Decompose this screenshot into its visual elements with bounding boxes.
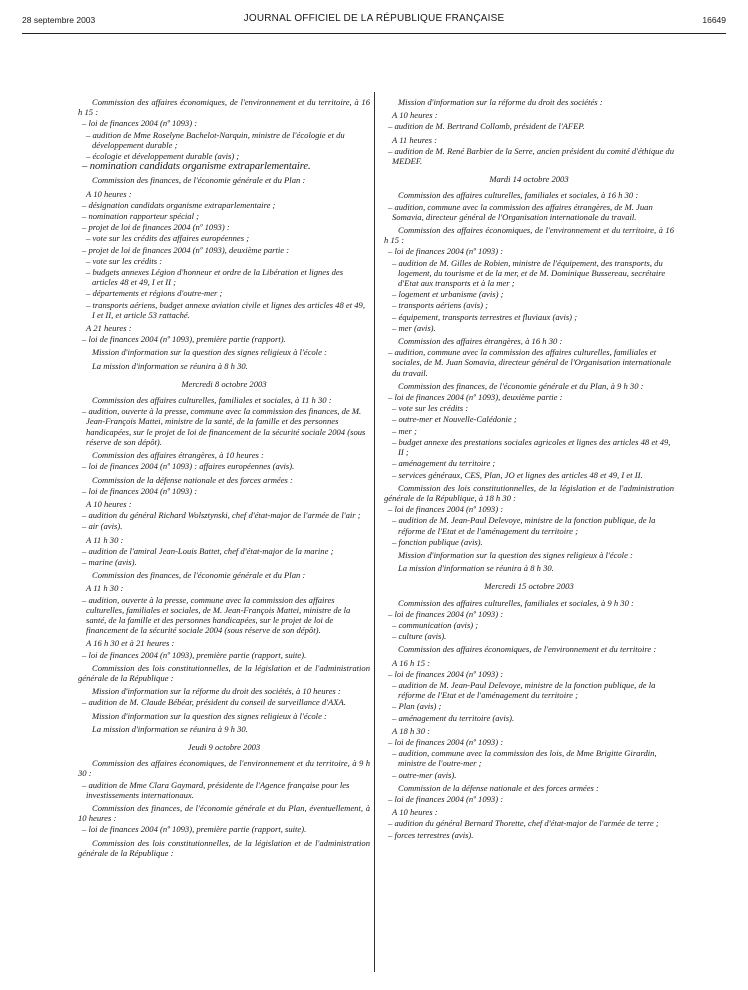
- list-item: – loi de finances 2004 (nº 1093) :: [388, 736, 504, 747]
- sub-list-item: – vote sur les crédits :: [392, 403, 469, 414]
- sub-list-item: – audition de M. Jean-Paul Delevoye, ministre de la fonction publique, de la réforme de l'Etat et de l'aménagement du territoire ;: [392, 679, 656, 701]
- paragraph: Commission des finances, de l'économie générale et du Plan :: [92, 175, 306, 186]
- list-item: – désignation candidats organisme extraparlementaire ;: [82, 199, 276, 210]
- sub-list-item: – aménagement du territoire (avis).: [392, 712, 515, 723]
- list-item: – marine (avis).: [82, 556, 137, 567]
- sub-list-item: – audition, commune avec la commission des lois, de Mme Brigitte Girardin, ministre de l'outre-mer ;: [392, 748, 657, 769]
- time-label: A 18 h 30 :: [392, 725, 431, 736]
- column-divider: [374, 92, 375, 972]
- list-item: – forces terrestres (avis).: [388, 829, 474, 840]
- list-item: – projet de loi de finances 2004 (nº 1093), deuxième partie :: [82, 244, 290, 255]
- sub-list-item: – écologie et développement durable (avis) ;: [86, 151, 240, 162]
- paragraph: Commission des lois constitutionnelles, de la législation et de l'administration générale de la République :: [78, 662, 370, 683]
- paragraph: Commission des affaires culturelles, familiales et sociales, à 9 h 30 :: [398, 597, 634, 608]
- list-item: – audition de M. Bertrand Collomb, président de l'AFEP.: [388, 121, 585, 132]
- date-heading: Mercredi 8 octobre 2003: [181, 378, 267, 389]
- list-item: – loi de finances 2004 (nº 1093) :: [388, 608, 504, 619]
- paragraph: Commission de la défense nationale et des forces armées :: [92, 474, 293, 485]
- list-item: – loi de finances 2004 (nº 1093) :: [388, 246, 504, 257]
- list-item: – loi de finances 2004 (nº 1093) : affaires européennes (avis).: [82, 461, 295, 472]
- sub-list-item: – vote sur les crédits :: [86, 255, 163, 266]
- list-item: – audition, commune avec la commission des affaires étrangères, de M. Juan Somavia, directeur général de l'Organisation internationale du travail.: [388, 201, 653, 222]
- time-label: A 11 h 30 :: [86, 583, 124, 594]
- paragraph: Commission des lois constitutionnelles, de la législation et de l'administration générale de la République :: [78, 837, 370, 858]
- time-label: A 16 h 15 :: [392, 657, 431, 668]
- paragraph: Mission d'information sur la question des signes religieux à l'école :: [92, 710, 327, 721]
- time-label: A 16 h 30 et à 21 heures :: [86, 638, 175, 649]
- header-page-number: 16649: [702, 15, 726, 25]
- list-item: – air (avis).: [82, 521, 123, 532]
- paragraph: Commission des affaires économiques, de l'environnement et du territoire, à 16 h 15 :: [78, 97, 370, 118]
- list-item: – nomination candidats organisme extraparlementaire.: [82, 161, 311, 173]
- time-label: A 21 heures :: [86, 323, 132, 334]
- sub-list-item: – fonction publique (avis).: [392, 536, 483, 547]
- sub-list-item: – services généraux, CES, Plan, JO et lignes des articles 48 et 49, I et II.: [392, 469, 643, 480]
- paragraph: Mission d'information sur la question des signes religieux à l'école :: [398, 549, 633, 560]
- header-date: 28 septembre 2003: [22, 15, 96, 25]
- right-column: [384, 94, 674, 840]
- paragraph: Commission des affaires étrangères, à 16 h 30 :: [398, 336, 563, 347]
- paragraph: Commission des affaires étrangères, à 10 heures :: [92, 450, 264, 461]
- paragraph: Commission des finances, de l'économie générale et du Plan, à 9 h 30 :: [398, 380, 644, 391]
- sub-list-item: – outre-mer (avis).: [392, 769, 457, 780]
- paragraph: Commission des affaires culturelles, familiales et sociales, à 16 h 30 :: [398, 190, 639, 201]
- sub-list-item: – vote sur les crédits des affaires européennes ;: [86, 233, 250, 244]
- sub-list-item: – audition de M. Jean-Paul Delevoye, ministre de la fonction publique, de la réforme de l'Etat et de l'aménagement du territoire ;: [392, 515, 656, 536]
- list-item: – audition, ouverte à la presse, commune avec la commission des affaires culturelles, familiales et sociales, de M. Jean-François Mattei, ministre de la santé, de la famille et des personnes handicapées, sur le projet de loi de financement de la sécurité sociale 2004 (sous réserve de son dépôt).: [82, 594, 351, 636]
- paragraph: La mission d'information se réunira à 8 h 30.: [398, 563, 554, 574]
- header-title: JOURNAL OFFICIEL DE LA RÉPUBLIQUE FRANÇAISE: [243, 13, 505, 24]
- header-rule: [22, 33, 726, 34]
- paragraph: Commission de la défense nationale et des forces armées :: [398, 782, 599, 793]
- paragraph: Commission des affaires économiques, de l'environnement et du territoire, à 16 h 15 :: [384, 225, 674, 246]
- time-label: A 11 h 30 :: [86, 534, 124, 545]
- list-item: – nomination rapporteur spécial ;: [82, 211, 199, 222]
- sub-list-item: – mer (avis).: [392, 322, 436, 333]
- list-item: – audition, commune avec la commission des affaires culturelles, familiales et sociales, de M. Juan Somavia, directeur général de l'Organisation internationale du travail.: [388, 347, 672, 378]
- sub-list-item: – équipement, transports terrestres et fluviaux (avis) ;: [392, 311, 578, 322]
- paragraph: Commission des affaires économiques, de l'environnement et du territoire, à 9 h 30 :: [78, 758, 370, 779]
- list-item: – audition de Mme Clara Gaymard, présidente de l'Agence française pour les investissements internationaux.: [82, 779, 350, 800]
- paragraph: Commission des lois constitutionnelles, de la législation et de l'administration générale de la République, à 18 h 30 :: [384, 482, 674, 503]
- sub-list-item: – budget annexe des prestations sociales agricoles et lignes des articles 48 et 49, II ;: [392, 436, 671, 458]
- paragraph: Commission des affaires économiques, de l'environnement et du territoire :: [398, 644, 657, 655]
- list-item: – audition de M. Claude Bébéar, président du conseil de surveillance d'AXA.: [82, 697, 346, 708]
- time-label: A 10 heures :: [392, 110, 438, 121]
- sub-list-item: – Plan (avis) ;: [392, 701, 442, 712]
- paragraph: Mission d'information sur la réforme du droit des sociétés, à 10 heures :: [92, 686, 341, 697]
- list-item: – loi de finances 2004 (nº 1093) :: [82, 485, 198, 496]
- date-heading: Mardi 14 octobre 2003: [489, 174, 569, 185]
- list-item: – loi de finances 2004 (nº 1093) :: [388, 504, 504, 515]
- sub-list-item: – culture (avis).: [392, 631, 447, 642]
- list-item: – projet de loi de finances 2004 (nº 1093) :: [82, 222, 230, 233]
- page-header: [22, 13, 726, 29]
- list-item: – loi de finances 2004 (nº 1093), première partie (rapport).: [82, 334, 286, 345]
- sub-list-item: – transports aériens, budget annexe aviation civile et lignes des articles 48 et 49, I et II, et article 53 rattaché.: [86, 299, 366, 320]
- sub-list-item: – mer ;: [392, 425, 417, 436]
- date-heading: Mercredi 15 octobre 2003: [484, 581, 574, 592]
- paragraph: La mission d'information se réunira à 9 h 30.: [92, 723, 248, 734]
- time-label: A 10 heures :: [86, 188, 132, 199]
- sub-list-item: – transports aériens (avis) ;: [392, 300, 488, 311]
- sub-list-item: – budgets annexes Légion d'honneur et ordre de la Libération et lignes des articles 48 et 49, I et II ;: [86, 267, 344, 288]
- sub-list-item: – audition de Mme Roselyne Bachelot-Narquin, ministre de l'écologie et du développement durable ;: [86, 129, 345, 150]
- left-column: [78, 94, 370, 858]
- list-item: – loi de finances 2004 (nº 1093) :: [388, 793, 504, 804]
- list-item: – audition, ouverte à la presse, commune avec la commission des finances, de M. Jean-François Mattei, ministre de la santé, de la famille et des personnes handicapées, sur le projet de loi de financement de la sécurité sociale 2004 (sous réserve de son dépôt).: [82, 406, 366, 447]
- time-label: A 10 heures :: [392, 807, 438, 818]
- sub-list-item: – audition de M. Gilles de Robien, ministre de l'équipement, des transports, du logement, du tourisme et de la mer, et de M. Dominique Bussereau, secrétaire d'Etat aux transports et à la mer ;: [392, 257, 666, 289]
- sub-list-item: – logement et urbanisme (avis) ;: [392, 289, 504, 300]
- time-label: A 10 heures :: [86, 498, 132, 509]
- list-item: – loi de finances 2004 (nº 1093), première partie (rapport, suite).: [82, 649, 307, 660]
- paragraph: Mission d'information sur la réforme du droit des sociétés :: [398, 97, 603, 107]
- paragraph: Commission des finances, de l'économie générale et du Plan :: [92, 570, 306, 581]
- paragraph: Commission des finances, de l'économie générale et du Plan, éventuellement, à 10 heures :: [78, 802, 370, 824]
- paragraph: Commission des affaires culturelles, familiales et sociales, à 11 h 30 :: [92, 395, 332, 406]
- list-item: – loi de finances 2004 (nº 1093), première partie (rapport, suite).: [82, 824, 307, 835]
- list-item: – loi de finances 2004 (nº 1093), deuxième partie :: [388, 392, 563, 403]
- sub-list-item: – outre-mer et Nouvelle-Calédonie ;: [392, 414, 517, 425]
- sub-list-item: – communication (avis) ;: [392, 619, 479, 630]
- date-heading: Jeudi 9 octobre 2003: [187, 741, 261, 752]
- list-item: – audition du général Richard Wolsztynski, chef d'état-major de l'armée de l'air ;: [82, 510, 361, 521]
- time-label: A 11 heures :: [392, 134, 437, 145]
- list-item: – audition du général Bernard Thorette, chef d'état-major de l'armée de terre ;: [388, 818, 659, 829]
- list-item: – loi de finances 2004 (nº 1093) :: [82, 118, 198, 129]
- sub-list-item: – départements et régions d'outre-mer ;: [86, 288, 223, 299]
- list-item: – audition de l'amiral Jean-Louis Battet, chef d'état-major de la marine ;: [82, 545, 334, 556]
- paragraph: Mission d'information sur la question des signes religieux à l'école :: [92, 347, 327, 358]
- list-item: – audition de M. René Barbier de la Serre, ancien président du comité d'éthique du MEDEF.: [388, 145, 675, 167]
- sub-list-item: – aménagement du territoire ;: [392, 458, 496, 469]
- list-item: – loi de finances 2004 (nº 1093) :: [388, 668, 504, 679]
- paragraph: La mission d'information se réunira à 8 h 30.: [92, 360, 248, 371]
